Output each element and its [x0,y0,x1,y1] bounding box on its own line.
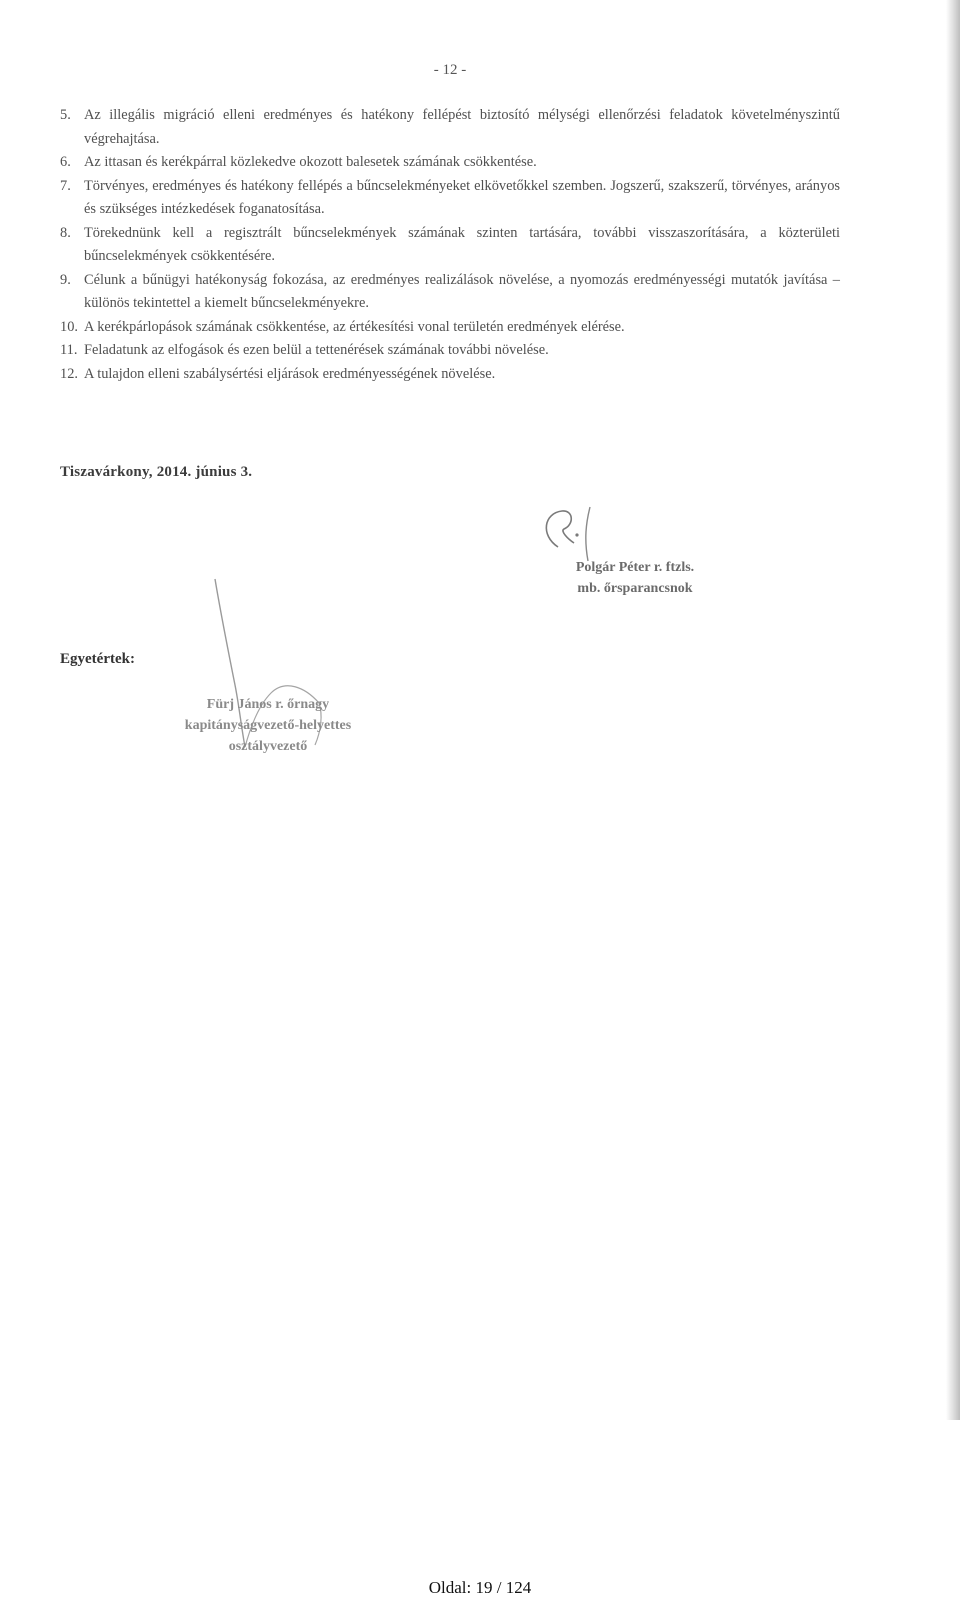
signatory-right-title: mb. őrsparancsnok [577,581,693,596]
item-number: 5. [60,107,71,123]
list-item [60,339,840,363]
item-text: Feladatunk az elfogások és ezen belül a tettenérések számának további növelése. [84,342,549,358]
item-number: 12. [60,365,78,382]
item-number: 7. [60,177,71,194]
signatory-right [520,557,750,599]
signatory-left [118,694,418,757]
task-list [60,104,840,386]
list-item [60,316,840,340]
signatory-right-name: Polgár Péter r. ftzls. [575,560,695,575]
page-footer: Oldal: 19 / 124 [428,1578,532,1597]
item-number: 9. [60,271,71,288]
item-text: Törekednünk kell a regisztrált bűncselekmények számának szinten tartására, további visszaszorítására, a közterületi bűncselekmények csökkentésére. [84,224,840,264]
list-item [60,222,840,269]
item-text: Az ittasan és kerékpárral közlekedve okozott balesetek számának csökkentése. [84,154,537,170]
item-text: Az illegális migráció elleni eredményes és hatékony fellépést biztosító mélységi ellenőrzési feladatok követelményszintű végrehajtása. [84,107,840,147]
item-number: 11. [60,342,78,358]
list-item [60,151,840,175]
list-item [60,363,840,387]
list-item [60,104,840,151]
item-text: Célunk a bűnügyi hatékonyság fokozása, az eredményes realizálások növelése, a nyomozás eredményességi mutatók javítása – különös tekintettel a kiemelt bűncselekményekre. [84,271,840,311]
signatory-left-dept: osztályvezető [228,739,308,754]
handwritten-signature-right [530,505,620,565]
list-item [60,269,840,316]
item-text: A tulajdon elleni szabálysértési eljárások eredményességének növelése. [84,365,496,382]
item-text: A kerékpárlopások számának csökkentése, az értékesítési vonal területén eredmények elérése. [84,318,625,335]
scan-edge-shadow [946,0,960,1420]
place-and-date: Tiszavárkony, 2014. június 3. [60,464,253,480]
item-text: Törvényes, eredményes és hatékony fellépés a bűncselekményeket elkövetőkkel szemben. Jogszerű, szakszerű, törvényes, arányos és szükséges intézkedések foganatosítása. [84,177,840,217]
list-item [60,175,840,222]
signatory-left-name: Fürj János r. őrnagy [206,697,330,712]
agree-label: Egyetértek: [60,651,135,667]
item-number: 6. [60,154,71,170]
signatory-left-title: kapitányságvezető-helyettes [184,718,352,733]
item-number: 8. [60,224,71,241]
page-number: - 12 - [433,62,467,78]
item-number: 10. [60,318,78,335]
